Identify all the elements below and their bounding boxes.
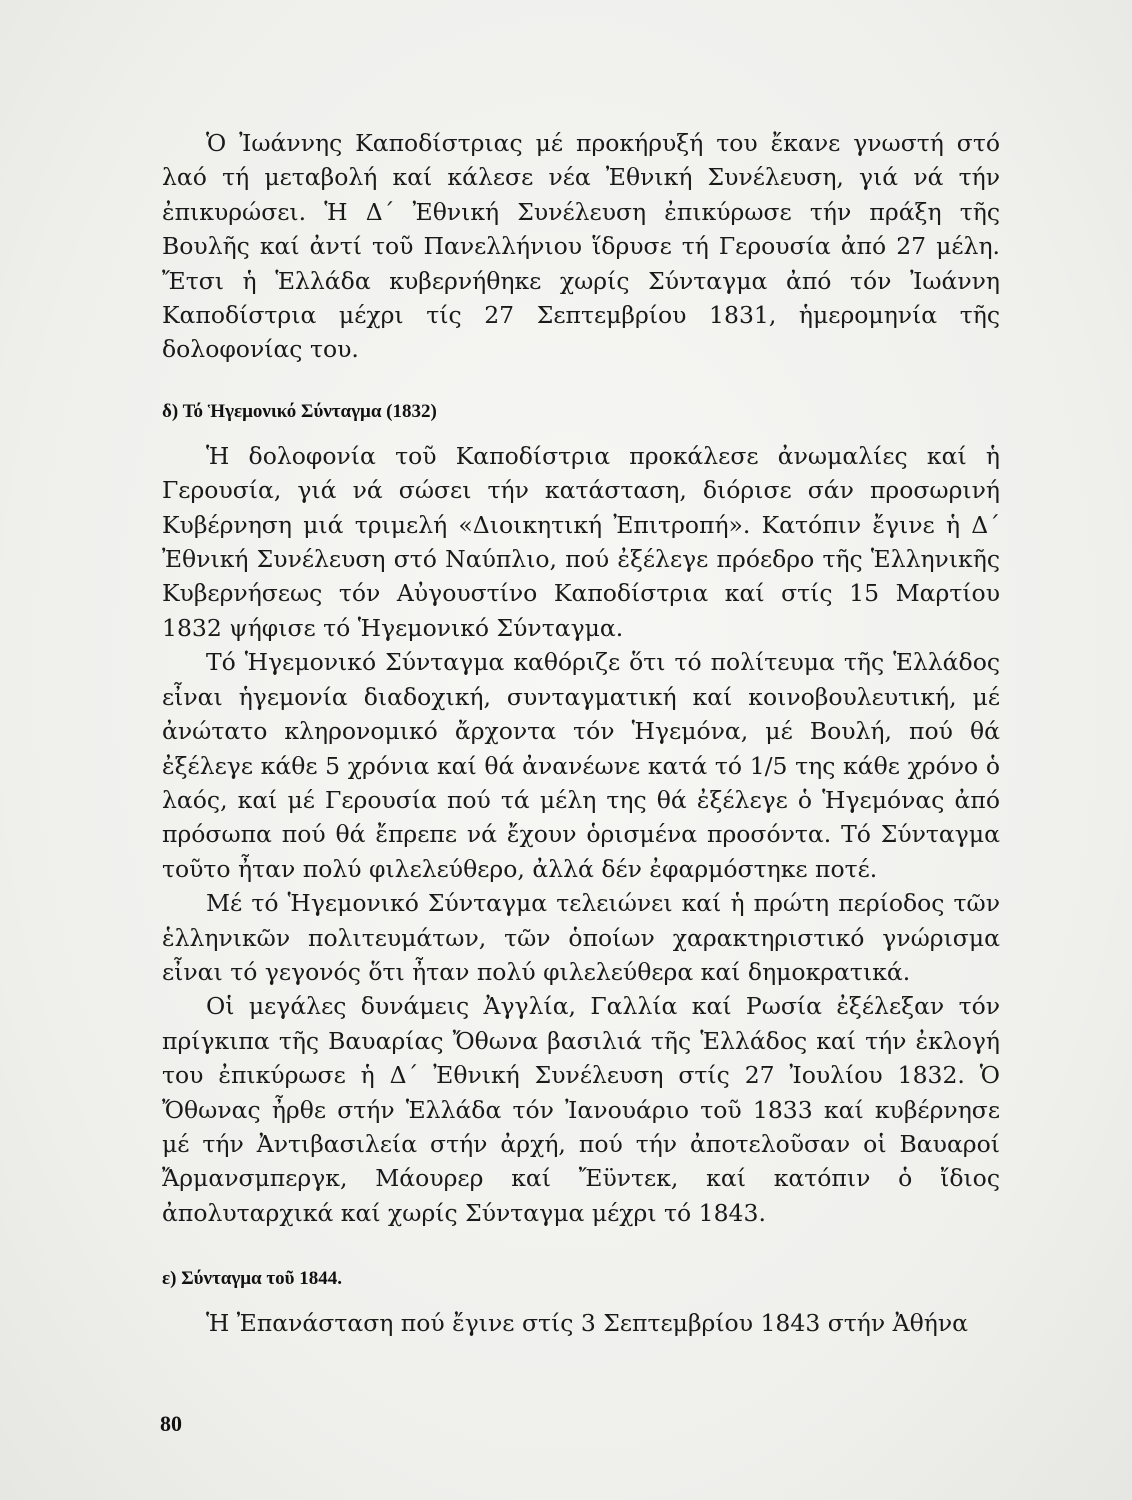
page-body [162,126,1000,1341]
paragraph-constitution-provisions: Τό Ἡγεμονικό Σύνταγμα καθόριζε ὅτι τό πολίτευμα τῆς Ἑλλάδος εἶναι ἡγεμονία διαδοχική, συνταγματική καί κοινοβουλευτική, μέ ἀνώτατο κληρονομικό ἄρχοντα τόν Ἡγεμόνα, μέ Βουλή, πού θά ἐξέλεγε κάθε 5 χρόνια καί θά ἀνανέωνε κατά τό 1/5 της κάθε χρόνο ὁ λαός, καί μέ Γερουσία πού τά μέλη της θά ἐξέλεγε ὁ Ἡγεμόνας ἀπό πρόσωπα πού θά ἔπρεπε νά ἔχουν ὁρισμένα προσόντα. Τό Σύνταγμα τοῦτο ἦταν πολύ φιλελεύθερο, ἀλλά δέν ἐφαρμόστηκε ποτέ. [162,648,1000,883]
paragraph-otto-election: Οἱ μεγάλες δυνάμεις Ἀγγλία, Γαλλία καί Ρωσία ἐξέλεξαν τόν πρίγκιπα τῆς Βαυαρίας Ὄθωνα βασιλιά τῆς Ἑλλάδος καί τήν ἐκλογή του ἐπικύρωσε ἡ Δ΄ Ἐθνική Συνέλευση στίς 27 Ἰουλίου 1832. Ὁ Ὄθωνας ἦρθε στήν Ἑλλάδα τόν Ἰανουάριο τοῦ 1833 καί κυβέρνησε μέ τήν Ἀντιβασιλεία στήν ἀρχή, πού τήν ἀποτελοῦσαν οἱ Βαυαροί Ἄρμανσμπεργκ, Μάουρερ καί Ἔϋντεκ, καί κατόπιν ὁ ἴδιος ἀπολυταρχικά καί χωρίς Σύνταγμα μέχρι τό 1843. [162,992,1000,1227]
paragraph-kapodistrias-rule: Ὁ Ἰωάννης Καποδίστριας μέ προκήρυξή του ἔκανε γνωστή στό λαό τή μεταβολή καί κάλεσε νέα Ἐθνική Συνέλευση, γιά νά τήν ἐπικυρώσει. Ἡ Δ΄ Ἐθνική Συνέλευση ἐπικύρωσε τήν πράξη τῆς Βουλῆς καί ἀντί τοῦ Πανελλήνιου ἵδρυσε τή Γερουσία ἀπό 27 μέλη. Ἔτσι ἡ Ἑλλάδα κυβερνήθηκε χωρίς Σύνταγμα ἀπό τόν Ἰωάννη Καποδίστρια μέχρι τίς 27 Σεπτεμβρίου 1831, ἡμερομηνία τῆς δολοφονίας του. [162,129,1000,364]
paragraph-revolution-1843: Ἡ Ἐπανάσταση πού ἔγινε στίς 3 Σεπτεμβρίου 1843 στήν Ἀθήνα [206,1309,968,1338]
page-number: 80 [160,1411,182,1436]
section-heading-hegemonic-constitution: δ) Τό Ἡγεμονικό Σύνταγμα (1832) [162,400,437,422]
paragraph-first-period-end: Μέ τό Ἡγεμονικό Σύνταγμα τελειώνει καί ἡ πρώτη περίοδος τῶν ἑλληνικῶν πολιτευμάτων, τῶν ὁποίων χαρακτηριστικό γνώρισμα εἶναι τό γεγονός ὅτι ἦταν πολύ φιλελεύθερα καί δημοκρατικά. [162,889,1000,986]
section-heading-constitution-1844: ε) Σύνταγμα τοῦ 1844. [162,1268,342,1290]
paragraph-assassination: Ἡ δολοφονία τοῦ Καποδίστρια προκάλεσε ἀνωμαλίες καί ἡ Γερουσία, γιά νά σώσει τήν κατάσταση, διόρισε σάν προσωρινή Κυβέρνηση μιά τριμελή «Διοικητική Ἐπιτροπή». Κατόπιν ἔγινε ἡ Δ΄ Ἐθνική Συνέλευση στό Ναύπλιο, πού ἐξέλεγε πρόεδρο τῆς Ἑλληνικῆς Κυβερνήσεως τόν Αὐγουστίνο Καποδίστρια καί στίς 15 Μαρτίου 1832 ψήφισε τό Ἡγεμονικό Σύνταγμα. [162,441,1000,642]
